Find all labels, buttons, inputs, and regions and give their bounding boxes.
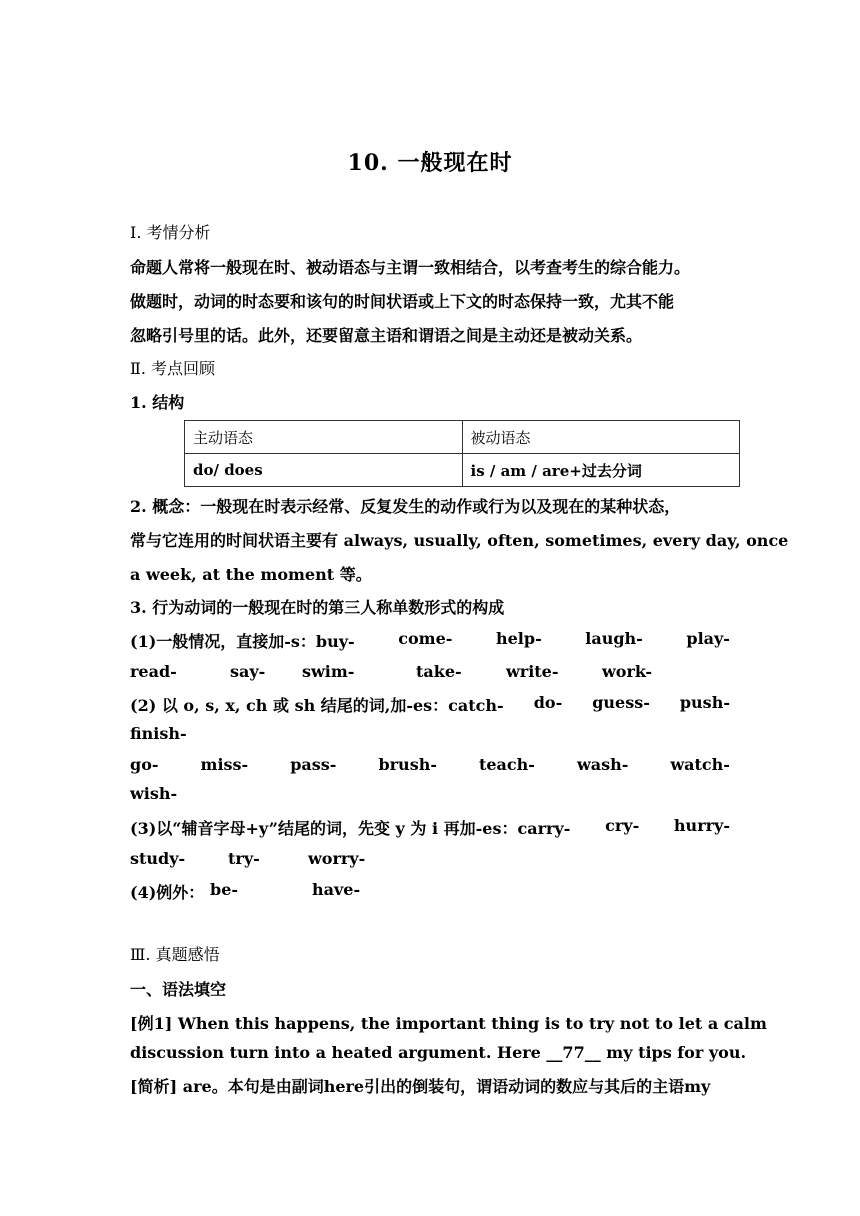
rule-2-text: (2) 以 o, s, x, ch 或 sh 结尾的词,加-es：catch- xyxy=(130,696,504,715)
table-row xyxy=(185,421,740,454)
word-item: be- xyxy=(210,880,239,899)
word-item: say- xyxy=(230,662,266,681)
analysis-line-1: 命题人常将一般现在时、被动语态与主谓一致相结合，以考查考生的综合能力。 xyxy=(130,258,691,277)
rule-2-row-1 xyxy=(130,693,730,716)
word-item: help- xyxy=(495,629,542,648)
table-header-active: 主动语态 xyxy=(185,421,463,454)
rule-3-text: (3)以“辅音字母+y”结尾的词，先变 y 为 i 再加-es：carry- xyxy=(130,819,571,838)
word-item: wash- xyxy=(576,755,629,774)
word-item: do- xyxy=(533,693,563,712)
word-item: study- xyxy=(130,849,186,868)
section-1-heading: Ⅰ. 考情分析 xyxy=(130,223,211,242)
word-item: teach- xyxy=(478,755,535,774)
rule-title: 3. 行为动词的一般现在时的第三人称单数形式的构成 xyxy=(130,598,505,617)
word-item: take- xyxy=(416,662,462,681)
section-2-heading: Ⅱ. 考点回顾 xyxy=(130,359,216,378)
word-item: worry- xyxy=(308,849,366,868)
word-item: pass- xyxy=(290,755,337,774)
rule-3-row-1 xyxy=(130,816,730,839)
word-item: have- xyxy=(312,880,361,899)
word-item: swim- xyxy=(302,662,355,681)
page-title: 10. 一般现在时 xyxy=(347,150,513,176)
word-item: hurry- xyxy=(673,816,730,835)
rule-4-text: (4)例外： xyxy=(130,883,205,902)
word-item: brush- xyxy=(378,755,437,774)
word-item: play- xyxy=(686,629,730,648)
word-item: come- xyxy=(398,629,453,648)
word-item: cry- xyxy=(605,816,640,835)
table-cell-active: do/ does xyxy=(185,454,463,487)
example-line-1: [例1] When this happens, the important thing is to try not to let a calm xyxy=(130,1014,767,1033)
word-item: miss- xyxy=(200,755,249,774)
table-row xyxy=(185,454,740,487)
section-3-subheading: 一、语法填空 xyxy=(130,980,227,999)
example-line-2: discussion turn into a heated argument. Here __77__ my tips for you. xyxy=(130,1043,747,1062)
section-3-heading: Ⅲ. 真题感悟 xyxy=(130,945,220,964)
rule-2-row-2 xyxy=(130,755,730,774)
table-header-passive: 被动语态 xyxy=(462,421,740,454)
concept-line-1: 2. 概念：一般现在时表示经常、反复发生的动作或行为以及现在的某种状态， xyxy=(130,497,681,516)
structure-label: 1. 结构 xyxy=(130,393,185,412)
structure-table xyxy=(184,420,740,487)
concept-line-2: 常与它连用的时间状语主要有 always, usually, often, sometimes, every day, once xyxy=(130,531,789,550)
word-item: go- xyxy=(130,755,159,774)
word-item: work- xyxy=(602,662,652,681)
word-item: finish- xyxy=(130,724,187,743)
word-item: laugh- xyxy=(585,629,643,648)
analysis-line-3: 忽略引号里的话。此外，还要留意主语和谓语之间是主动还是被动关系。 xyxy=(130,326,643,345)
word-item: read- xyxy=(130,662,177,681)
word-item: push- xyxy=(679,693,730,712)
word-item: write- xyxy=(506,662,559,681)
word-item: guess- xyxy=(592,693,650,712)
concept-line-3: a week, at the moment 等。 xyxy=(130,565,372,584)
analysis-line-2: 做题时，动词的时态要和该句的时间状语或上下文的时态保持一致，尤其不能 xyxy=(130,292,675,311)
analysis-note: [简析] are。本句是由副词here引出的倒装句，谓语动词的数应与其后的主语my xyxy=(130,1077,711,1096)
word-item: try- xyxy=(228,849,260,868)
word-item: watch- xyxy=(670,755,730,774)
rule-1-text: (1)一般情况，直接加-s：buy- xyxy=(130,632,355,651)
table-cell-passive: is / am / are+过去分词 xyxy=(462,454,740,487)
rule-1-row-1 xyxy=(130,629,730,652)
word-item: wish- xyxy=(130,784,178,803)
